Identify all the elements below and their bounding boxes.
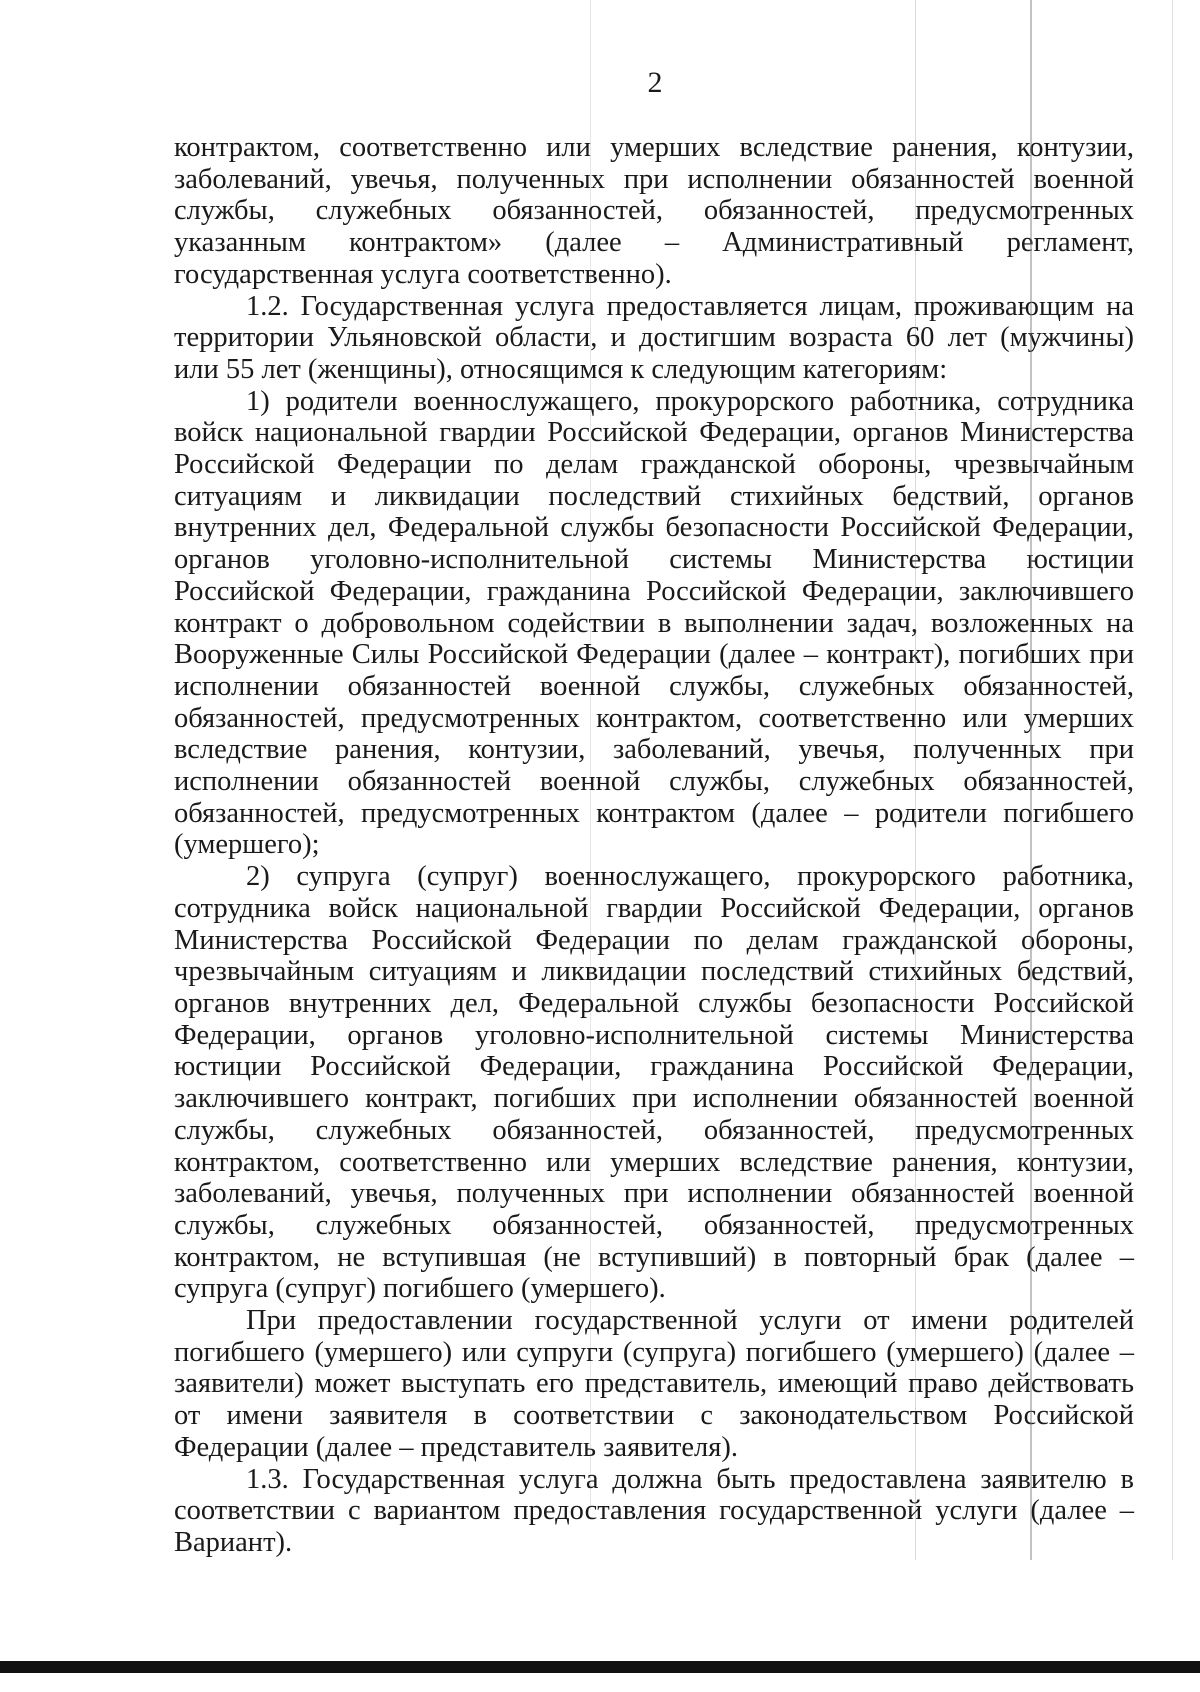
- page-bottom-margin: [0, 1673, 1200, 1692]
- page-number: 2: [647, 66, 663, 99]
- paragraph-1-2: 1.2. Государственная услуга предоставляется лицам, проживающим на территории Ульяновской области, и достигшим возраста 60 лет (мужчины) или 55 лет (женщины), относящимся к следующим категориям:: [174, 290, 1134, 385]
- paragraph-item-1-parents: 1) родители военнослужащего, прокурорского работника, сотрудника войск национальной гвардии Российской Федерации, органов Министерства Российской Федерации по делам гражданской обороны, чрезвычайным ситуациям и ликвидации последствий стихийных бедствий, органов внутренних дел, Федеральной службы безопасности Российской Федерации, органов уголовно-исполнительной системы Министерства юстиции Российской Федерации, гражданина Российской Федерации, заключившего контракт о добровольном содействии в выполнении задач, возложенных на Вооруженные Силы Российской Федерации (далее – контракт), погибших при исполнении обязанностей военной службы, служебных обязанностей, обязанностей, предусмотренных контрактом, соответственно или умерших вследствие ранения, контузии, заболеваний, увечья, полученных при исполнении обязанностей военной службы, служебных обязанностей, обязанностей, предусмотренных контрактом (далее – родители погибшего (умершего);: [174, 385, 1134, 861]
- scan-fold-line: [590, 0, 591, 1510]
- paragraph-item-2-spouse: 2) супруга (супруг) военнослужащего, прокурорского работника, сотрудника войск национальной гвардии Российской Федерации, органов Министерства Российской Федерации по делам гражданской обороны, чрезвычайным ситуациям и ликвидации последствий стихийных бедствий, органов внутренних дел, Федеральной службы безопасности Российской Федерации, органов уголовно-исполнительной системы Министерства юстиции Российской Федерации, гражданина Российской Федерации, заключившего контракт, погибших при исполнении обязанностей военной службы, служебных обязанностей, обязанностей, предусмотренных контрактом, соответственно или умерших вследствие ранения, контузии, заболеваний, увечья, полученных при исполнении обязанностей военной службы, служебных обязанностей, обязанностей, предусмотренных контрактом, не вступившая (не вступивший) в повторный брак (далее – супруга (супруг) погибшего (умершего).: [174, 861, 1134, 1305]
- document-body: [174, 132, 1134, 1559]
- scan-edge-bar: [0, 1661, 1200, 1673]
- paragraph-representative: При предоставлении государственной услуги от имени родителей погибшего (умершего) или супруги (супруга) погибшего (умершего) (далее – заявители) может выступать его представитель, имеющий право действовать от имени заявителя в соответствии с законодательством Российской Федерации (далее – представитель заявителя).: [174, 1305, 1134, 1463]
- paragraph-continuation: контрактом, соответственно или умерших вследствие ранения, контузии, заболеваний, увечья, полученных при исполнении обязанностей военной службы, служебных обязанностей, обязанностей, предусмотренных указанным контрактом» (далее – Административный регламент, государственная услуга соответственно).: [174, 132, 1134, 290]
- scan-fold-line: [915, 0, 916, 1560]
- scan-fold-line: [1172, 0, 1173, 1560]
- scan-fold-line: [1030, 0, 1032, 1560]
- paragraph-1-3: 1.3. Государственная услуга должна быть предоставлена заявителю в соответствии с вариантом предоставления государственной услуги (далее – Вариант).: [174, 1463, 1134, 1558]
